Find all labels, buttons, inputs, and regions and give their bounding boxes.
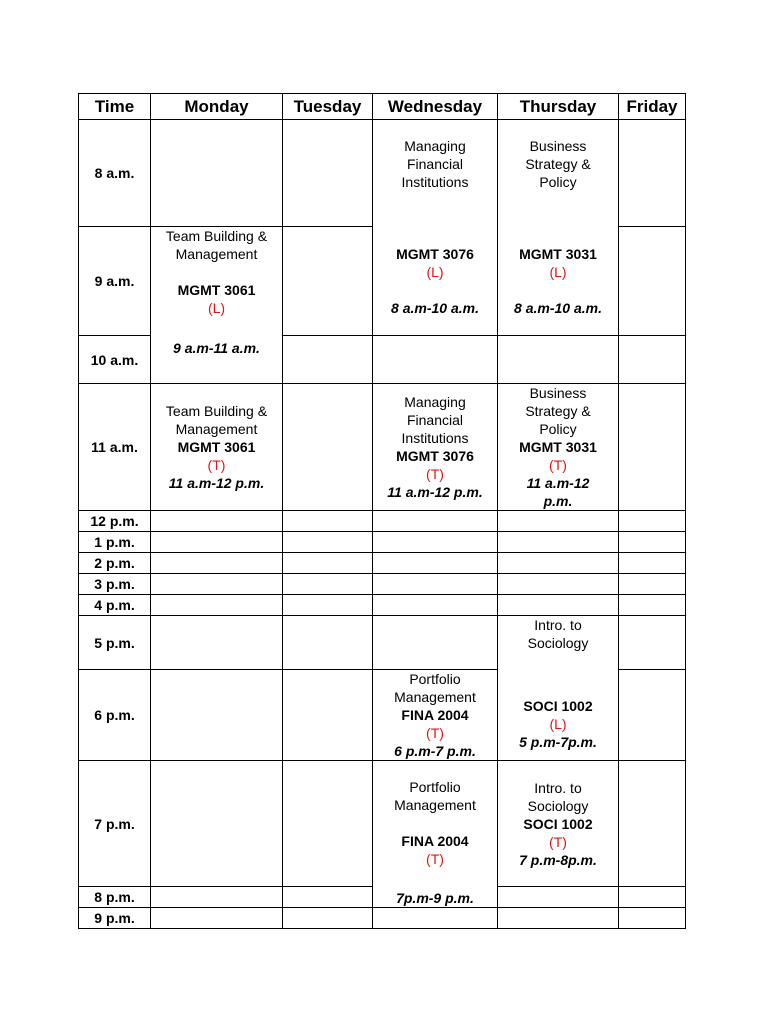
course-name: Portfolio — [409, 779, 461, 795]
course-code: MGMT 3031 — [519, 246, 597, 262]
cell-empty — [373, 616, 498, 670]
cell-empty — [373, 574, 498, 595]
cell-empty — [283, 887, 373, 908]
session-type: (L) — [207, 300, 226, 316]
cell-empty — [619, 511, 686, 532]
time-label: 10 a.m. — [79, 336, 151, 384]
time-label: 4 p.m. — [79, 595, 151, 616]
timetable — [78, 93, 686, 929]
course-code: FINA 2004 — [401, 707, 469, 723]
session-time: 11 a.m-12 p.m. — [387, 484, 483, 500]
cell-empty — [498, 595, 619, 616]
course-name: Financial — [406, 156, 464, 172]
cell-empty — [151, 908, 283, 929]
time-label: 11 a.m. — [79, 384, 151, 511]
cell-empty — [151, 616, 283, 670]
class-block-bsp-lecture — [498, 120, 619, 336]
class-block-mfi-lecture — [373, 120, 498, 336]
cell-empty — [619, 908, 686, 929]
course-name: Business — [529, 138, 587, 154]
class-block-soc-tutorial — [498, 761, 619, 887]
cell-empty — [283, 120, 373, 227]
time-label: 7 p.m. — [79, 761, 151, 887]
course-name: Portfolio — [409, 671, 461, 687]
session-time: 11 a.m-12 p.m. — [168, 475, 265, 491]
row-1pm — [79, 532, 686, 553]
cell-empty — [283, 908, 373, 929]
cell-empty — [373, 595, 498, 616]
course-code: FINA 2004 — [401, 833, 469, 849]
cell-empty — [498, 908, 619, 929]
time-label: 3 p.m. — [79, 574, 151, 595]
cell-empty — [619, 227, 686, 336]
course-name: Business — [529, 385, 587, 401]
time-label: 6 p.m. — [79, 670, 151, 761]
cell-empty — [619, 120, 686, 227]
cell-empty — [619, 553, 686, 574]
cell-empty — [498, 532, 619, 553]
course-code: MGMT 3031 — [519, 439, 597, 455]
cell-empty — [619, 532, 686, 553]
cell-empty — [619, 887, 686, 908]
cell-empty — [283, 616, 373, 670]
header-row — [79, 94, 686, 120]
cell-empty — [283, 384, 373, 511]
cell-empty — [283, 761, 373, 887]
course-name: Strategy & — [525, 403, 591, 419]
session-type: (T) — [426, 851, 444, 867]
class-block-mfi-tutorial — [373, 384, 498, 511]
course-name: Policy — [539, 174, 577, 190]
cell-empty — [498, 574, 619, 595]
time-label: 12 p.m. — [79, 511, 151, 532]
cell-empty — [151, 511, 283, 532]
header-time: Time — [79, 94, 151, 120]
row-9pm — [79, 908, 686, 929]
course-name: Managing — [404, 138, 466, 154]
course-name: Managing — [404, 394, 466, 410]
time-label: 8 a.m. — [79, 120, 151, 227]
course-name: Sociology — [527, 797, 589, 814]
cell-empty — [619, 670, 686, 761]
course-code: MGMT 3076 — [396, 246, 474, 262]
course-code: MGMT 3076 — [396, 448, 474, 464]
cell-empty — [619, 384, 686, 511]
cell-empty — [498, 511, 619, 532]
cell-empty — [151, 553, 283, 574]
row-8am — [79, 120, 686, 227]
class-block-soc-lecture — [498, 616, 619, 761]
cell-empty — [619, 761, 686, 887]
header-friday: Friday — [619, 94, 686, 120]
cell-empty — [283, 574, 373, 595]
session-time: 5 p.m-7p.m. — [519, 734, 597, 750]
cell-empty — [151, 595, 283, 616]
session-type: (L) — [549, 716, 567, 732]
class-block-bsp-tutorial — [498, 384, 619, 511]
course-name: Management — [175, 246, 258, 262]
cell-empty — [373, 908, 498, 929]
cell-empty — [283, 227, 373, 336]
cell-empty — [283, 595, 373, 616]
course-name: Policy — [539, 421, 577, 437]
session-time: 6 p.m-7 p.m. — [394, 743, 476, 759]
row-5pm — [79, 616, 686, 670]
course-name: Intro. to — [534, 779, 582, 796]
cell-empty — [619, 595, 686, 616]
class-block-pm-tutorial-7 — [373, 761, 498, 908]
cell-empty — [498, 887, 619, 908]
course-name: Team Building & — [165, 403, 268, 419]
cell-empty — [619, 574, 686, 595]
session-type: (T) — [207, 457, 226, 473]
row-4pm — [79, 595, 686, 616]
header-wednesday: Wednesday — [373, 94, 498, 120]
course-name: Management — [175, 421, 258, 437]
cell-empty — [151, 120, 283, 227]
course-name: Sociology — [527, 635, 589, 651]
row-3pm — [79, 574, 686, 595]
header-monday: Monday — [151, 94, 283, 120]
session-type: (L) — [426, 264, 444, 280]
session-time: p.m. — [543, 493, 573, 509]
row-2pm — [79, 553, 686, 574]
time-label: 8 p.m. — [79, 887, 151, 908]
session-type: (T) — [549, 833, 567, 850]
time-label: 9 p.m. — [79, 908, 151, 929]
cell-empty — [373, 336, 498, 384]
header-tuesday: Tuesday — [283, 94, 373, 120]
time-label: 1 p.m. — [79, 532, 151, 553]
cell-empty — [498, 553, 619, 574]
course-name: Institutions — [401, 174, 469, 190]
time-label: 9 a.m. — [79, 227, 151, 336]
course-name: Team Building & — [165, 228, 268, 244]
cell-empty — [283, 511, 373, 532]
header-thursday: Thursday — [498, 94, 619, 120]
class-block-tbm-tutorial — [151, 384, 283, 511]
course-name: Intro. to — [534, 617, 582, 633]
class-block-pm-tutorial-6 — [373, 670, 498, 761]
cell-empty — [151, 574, 283, 595]
course-code: SOCI 1002 — [523, 698, 593, 714]
session-type: (T) — [426, 725, 444, 741]
session-type: (L) — [549, 264, 567, 280]
cell-empty — [151, 532, 283, 553]
time-label: 2 p.m. — [79, 553, 151, 574]
cell-empty — [619, 616, 686, 670]
class-block-tbm-lecture — [151, 227, 283, 384]
cell-empty — [373, 553, 498, 574]
cell-empty — [151, 761, 283, 887]
course-name: Financial — [406, 412, 464, 428]
course-code: SOCI 1002 — [523, 815, 593, 832]
time-label: 5 p.m. — [79, 616, 151, 670]
course-code: MGMT 3061 — [177, 282, 256, 298]
course-name: Strategy & — [525, 156, 591, 172]
cell-empty — [373, 511, 498, 532]
course-name: Management — [394, 797, 476, 813]
session-type: (T) — [426, 466, 444, 482]
session-time: 7 p.m-8p.m. — [519, 851, 597, 868]
course-name: Institutions — [401, 430, 469, 446]
cell-empty — [283, 532, 373, 553]
session-time: 11 a.m-12 — [526, 475, 590, 491]
session-type: (T) — [549, 457, 567, 473]
session-time: 8 a.m-10 a.m. — [514, 300, 602, 316]
session-time: 7p.m-9 p.m. — [396, 890, 474, 906]
cell-empty — [283, 553, 373, 574]
session-time: 8 a.m-10 a.m. — [391, 300, 479, 316]
cell-empty — [619, 336, 686, 384]
cell-empty — [151, 887, 283, 908]
course-name: Management — [394, 689, 476, 705]
row-12pm — [79, 511, 686, 532]
cell-empty — [283, 336, 373, 384]
session-time: 9 a.m-11 a.m. — [173, 340, 260, 356]
row-7pm — [79, 761, 686, 887]
row-11am — [79, 384, 686, 511]
cell-empty — [283, 670, 373, 761]
cell-empty — [498, 336, 619, 384]
cell-empty — [373, 532, 498, 553]
cell-empty — [151, 670, 283, 761]
course-code: MGMT 3061 — [177, 439, 256, 455]
